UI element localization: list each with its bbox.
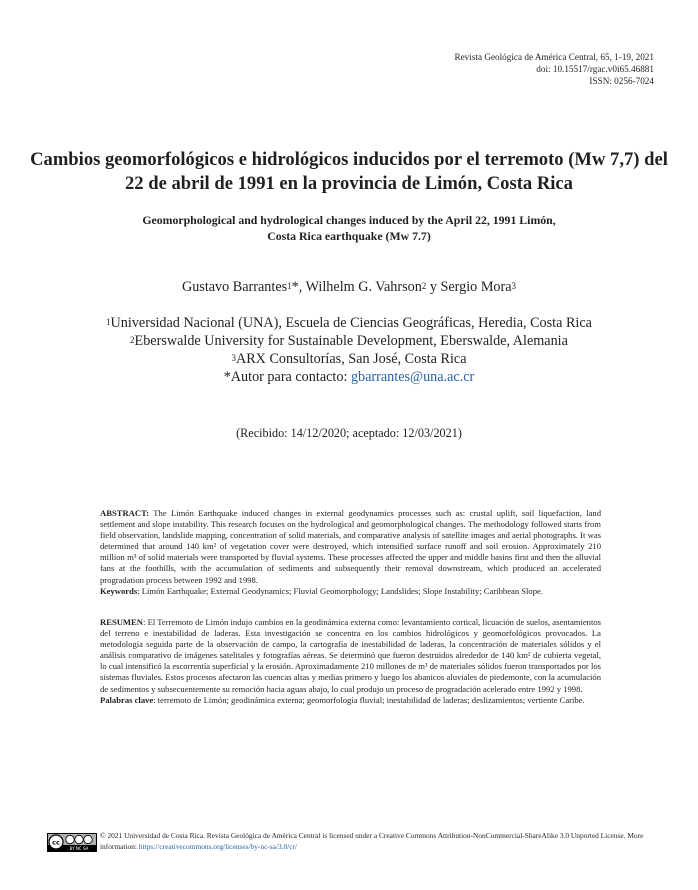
keywords-paragraph xyxy=(100,586,601,597)
author-separator: y xyxy=(426,279,441,295)
affiliation-mark: 1 xyxy=(106,317,111,327)
author-list xyxy=(30,278,668,296)
resumen-text: : El Terremoto de Limón indujo cambios en la geodinámica externa como: levantamiento cortical, licuación de suelos, asentamientos del terreno e inestabilidad de laderas. Esta investigación se concentra en los cambios hidrológicos y geomorfológicos provocados. La metodología seguida parte de la observación de campo, la cartografía de inestabilidad de laderas, la concentración de materiales sólidos y el análisis comparativo de imágenes satelitales y fotografías aéreas. Se determinó que fueron destruidos alrededor de 140 km² de cubierta vegetal, lo cual intensificó la escorrentía superficial y la erosión. Aproximadamente 210 millones de m³ de materiales sólidos fueron transportados por los sistemas fluviales. Estos procesos afectaron las cuencas altas y medias primero y luego los abanicos aluviales de piedemonte, con la acumulación de sedimentos y subsecuentemente su remoción hacia aguas abajo, lo cual produjo un proceso de progradación acelerado entre 1992 y 1998. xyxy=(100,617,601,694)
nc-dollar-icon xyxy=(75,835,83,843)
affiliation-text: Universidad Nacional (UNA), Escuela de Ciencias Geográficas, Heredia, Costa Rica xyxy=(110,315,592,331)
author-name: Sergio Mora xyxy=(440,279,512,295)
subtitle-line-1: Geomorphological and hydrological changes induced by the April 22, 1991 Limón, xyxy=(142,213,556,227)
affiliation-text: Eberswalde University for Sustainable Development, Eberswalde, Alemania xyxy=(134,333,568,349)
contact-line xyxy=(30,368,668,386)
affiliation-2 xyxy=(30,332,668,350)
doi: doi: 10.15517/rgac.v0i65.46881 xyxy=(536,64,654,74)
author-affiliation-mark: 3 xyxy=(511,281,517,291)
license-url-link[interactable]: https://creativecommons.org/licenses/by-nc-sa/3.0/cr/ xyxy=(138,841,298,851)
abstract-text: The Limón Earthquake induced changes in external geodynamics processes such as: crustal uplift, soil liquefaction, land settlement and slope instability. This research focuses on the hydrological and geomorphological changes. The methodology followed starts from field observation, landslide mapping, concentration of solid materials, and comparative analysis of satellite images and aerial photographs. It was determined that around 140 km² of vegetation cover were destroyed, which intensified surface runoff and soil erosion. Approximately 210 million m³ of solid materials were transported by fluvial systems. These processes affected the upper and middle basins first and then the alluvial fans at the foothills, with the accumulation of sediments and subsequently their removal downstream, which produced an accelerated progradation process between 1992 and 1998. xyxy=(100,508,601,585)
journal-citation: Revista Geológica de América Central, 65, 1-19, 2021 xyxy=(454,52,654,62)
affiliation-1 xyxy=(30,314,668,332)
keywords-label: Keywords xyxy=(100,585,138,596)
keywords-text: : Limón Earthquake; External Geodynamics; Fluvial Geomorphology; Landslides; Slope Instability; Caribbean Slope. xyxy=(137,585,543,596)
contact-email-link[interactable]: gbarrantes@una.ac.cr xyxy=(350,369,475,385)
affiliation-mark: 2 xyxy=(130,335,135,345)
affiliation-mark: 3 xyxy=(231,353,236,363)
abstract-label: ABSTRACT: xyxy=(100,508,150,518)
cc-license-badge-icon[interactable] xyxy=(47,833,97,852)
journal-header xyxy=(454,51,654,87)
paper-title: Cambios geomorfológicos e hidrológicos inducidos por el terremoto (Mw 7,7) del 22 de abril de 1991 en la provincia de Limón, Costa Rica xyxy=(30,149,668,194)
paper-subtitle xyxy=(60,212,638,244)
affiliation-3 xyxy=(30,350,668,368)
subtitle-line-2: Costa Rica earthquake (Mw 7.7) xyxy=(267,229,431,243)
cc-badge-label: cc xyxy=(52,838,60,847)
abstract-section xyxy=(100,508,601,597)
resumen-section xyxy=(100,617,601,706)
author-affiliation-mark: 1 xyxy=(287,281,292,291)
contact-label: *Autor para contacto: xyxy=(223,369,351,385)
resumen-label: RESUMEN xyxy=(100,617,143,627)
corresponding-mark: * xyxy=(291,279,299,295)
author-separator: , xyxy=(298,279,306,295)
by-person-icon xyxy=(66,835,74,843)
author-name: Gustavo Barrantes xyxy=(181,279,288,295)
license-text: © 2021 Universidad de Costa Rica. Revista Geológica de América Central is licensed under a Creative Commons Attribution-NonCommercial-ShareAlike 3.0 Unported License. More information: xyxy=(100,831,644,851)
received-accepted-dates: (Recibido: 14/12/2020; aceptado: 12/03/2021) xyxy=(236,426,462,440)
license-statement xyxy=(100,831,660,852)
author-affiliation-mark: 2 xyxy=(421,281,427,291)
palabras-clave-paragraph xyxy=(100,695,601,706)
affiliations xyxy=(30,314,668,386)
affiliation-text: ARX Consultorías, San José, Costa Rica xyxy=(235,351,467,367)
cc-badge-terms: BY NC SA xyxy=(69,846,89,851)
resumen-paragraph xyxy=(100,617,601,695)
abstract-paragraph xyxy=(100,508,601,586)
sa-share-icon xyxy=(84,835,92,843)
cc-badge-graphic xyxy=(48,834,96,851)
issn: ISSN: 0256-7024 xyxy=(589,76,654,86)
author-name: Wilhelm G. Vahrson xyxy=(305,279,422,295)
palabras-clave-label: Palabras clave xyxy=(100,694,154,705)
palabras-clave-text: : terremoto de Limón; geodinámica externa; geomorfología fluvial; inestabilidad de laderas; deslizamientos; vertiente Caribe. xyxy=(153,694,585,705)
